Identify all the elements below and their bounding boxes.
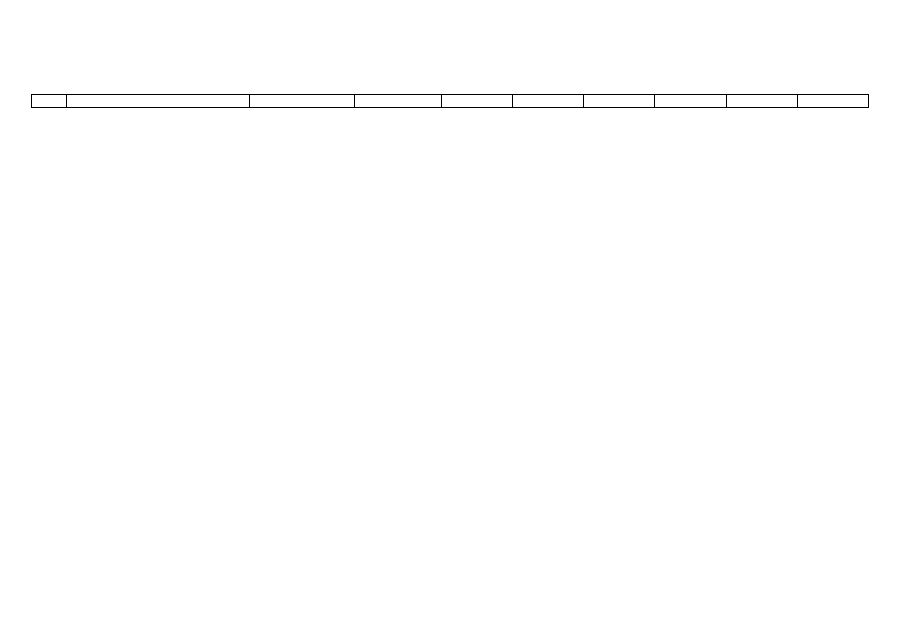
budget-table <box>31 94 869 108</box>
column-header <box>32 95 67 108</box>
column-header <box>441 95 512 108</box>
column-number-row <box>32 95 869 108</box>
page-number <box>0 80 901 92</box>
budget-table-container <box>31 94 869 544</box>
column-header <box>66 95 249 108</box>
table-body <box>32 95 869 108</box>
column-header <box>726 95 797 108</box>
column-header <box>355 95 441 108</box>
column-header <box>797 95 868 108</box>
column-header <box>249 95 355 108</box>
column-header <box>655 95 726 108</box>
column-header <box>513 95 584 108</box>
column-header <box>584 95 655 108</box>
